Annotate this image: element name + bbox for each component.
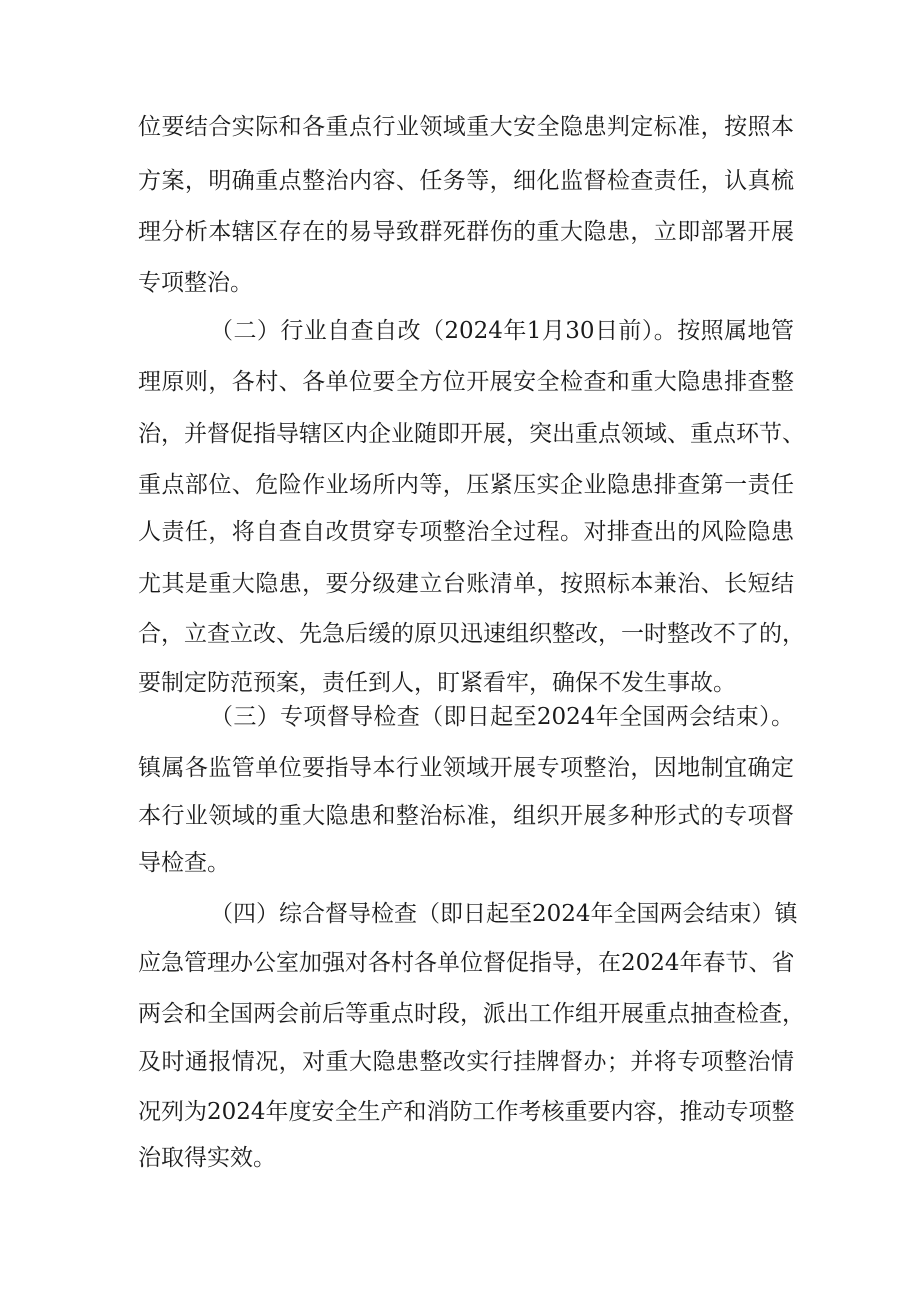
text-line: 镇属各监管单位要指导本行业领域开展专项整治，因地制宜确定 [138, 755, 794, 781]
text-line: 重点部位、危险作业场所内等，压紧压实企业隐患排查第一责任 [138, 472, 794, 498]
text-line: 专项整治。 [138, 270, 253, 296]
text-line: 人责任，将自查自改贯穿专项整治全过程。对排查出的风险隐患 [138, 519, 794, 545]
text-line: 及时通报情况，对重大隐患整改实行挂牌督办；并将专项整治情 [138, 1049, 794, 1075]
text-line: 理分析本辖区存在的易导致群死群伤的重大隐患，立即部署开展 [138, 219, 794, 245]
text-line: 导检查。 [138, 850, 230, 876]
section-heading-4: （四）综合督导检查（即日起至2024年全国两会结束）镇 [210, 901, 798, 927]
text-line: 理原则，各村、各单位要全方位开展安全检查和重大隐患排查整 [138, 369, 794, 395]
section-heading-3: （三）专项督导检查（即日起至2024年全国两会结束）。 [210, 704, 794, 730]
text-line: 治取得实效。 [138, 1145, 276, 1171]
text-line: 应急管理办公室加强对各村各单位督促指导，在2024年春节、省 [138, 950, 795, 976]
text-line: 本行业领域的重大隐患和整治标准，组织开展多种形式的专项督 [138, 803, 794, 829]
text-line: 尤其是重大隐患，要分级建立台账清单，按照标本兼治、长短结 [138, 571, 794, 597]
text-line: 要制定防范预案，责任到人，盯紧看牢，确保不发生事故。 [138, 670, 736, 696]
text-line: 两会和全国两会前后等重点时段，派出工作组开展重点抽查检查， [138, 1001, 805, 1027]
text-line: 方案，明确重点整治内容、任务等，细化监督检查责任，认真梳 [138, 168, 794, 194]
text-line: 合，立查立改、先急后缓的原贝迅速组织整改，一时整改不了的， [138, 621, 805, 647]
text-line: 治，并督促指导辖区内企业随即开展，突出重点领域、重点环节、 [138, 421, 805, 447]
text-line: 况列为2024年度安全生产和消防工作考核重要内容，推动专项整 [138, 1099, 795, 1125]
text-line: 位要结合实际和各重点行业领域重大安全隐患判定标准，按照本 [138, 114, 794, 140]
section-heading-2: （二）行业自查自改（2024年1月30日前）。按照属地管 [210, 318, 794, 344]
